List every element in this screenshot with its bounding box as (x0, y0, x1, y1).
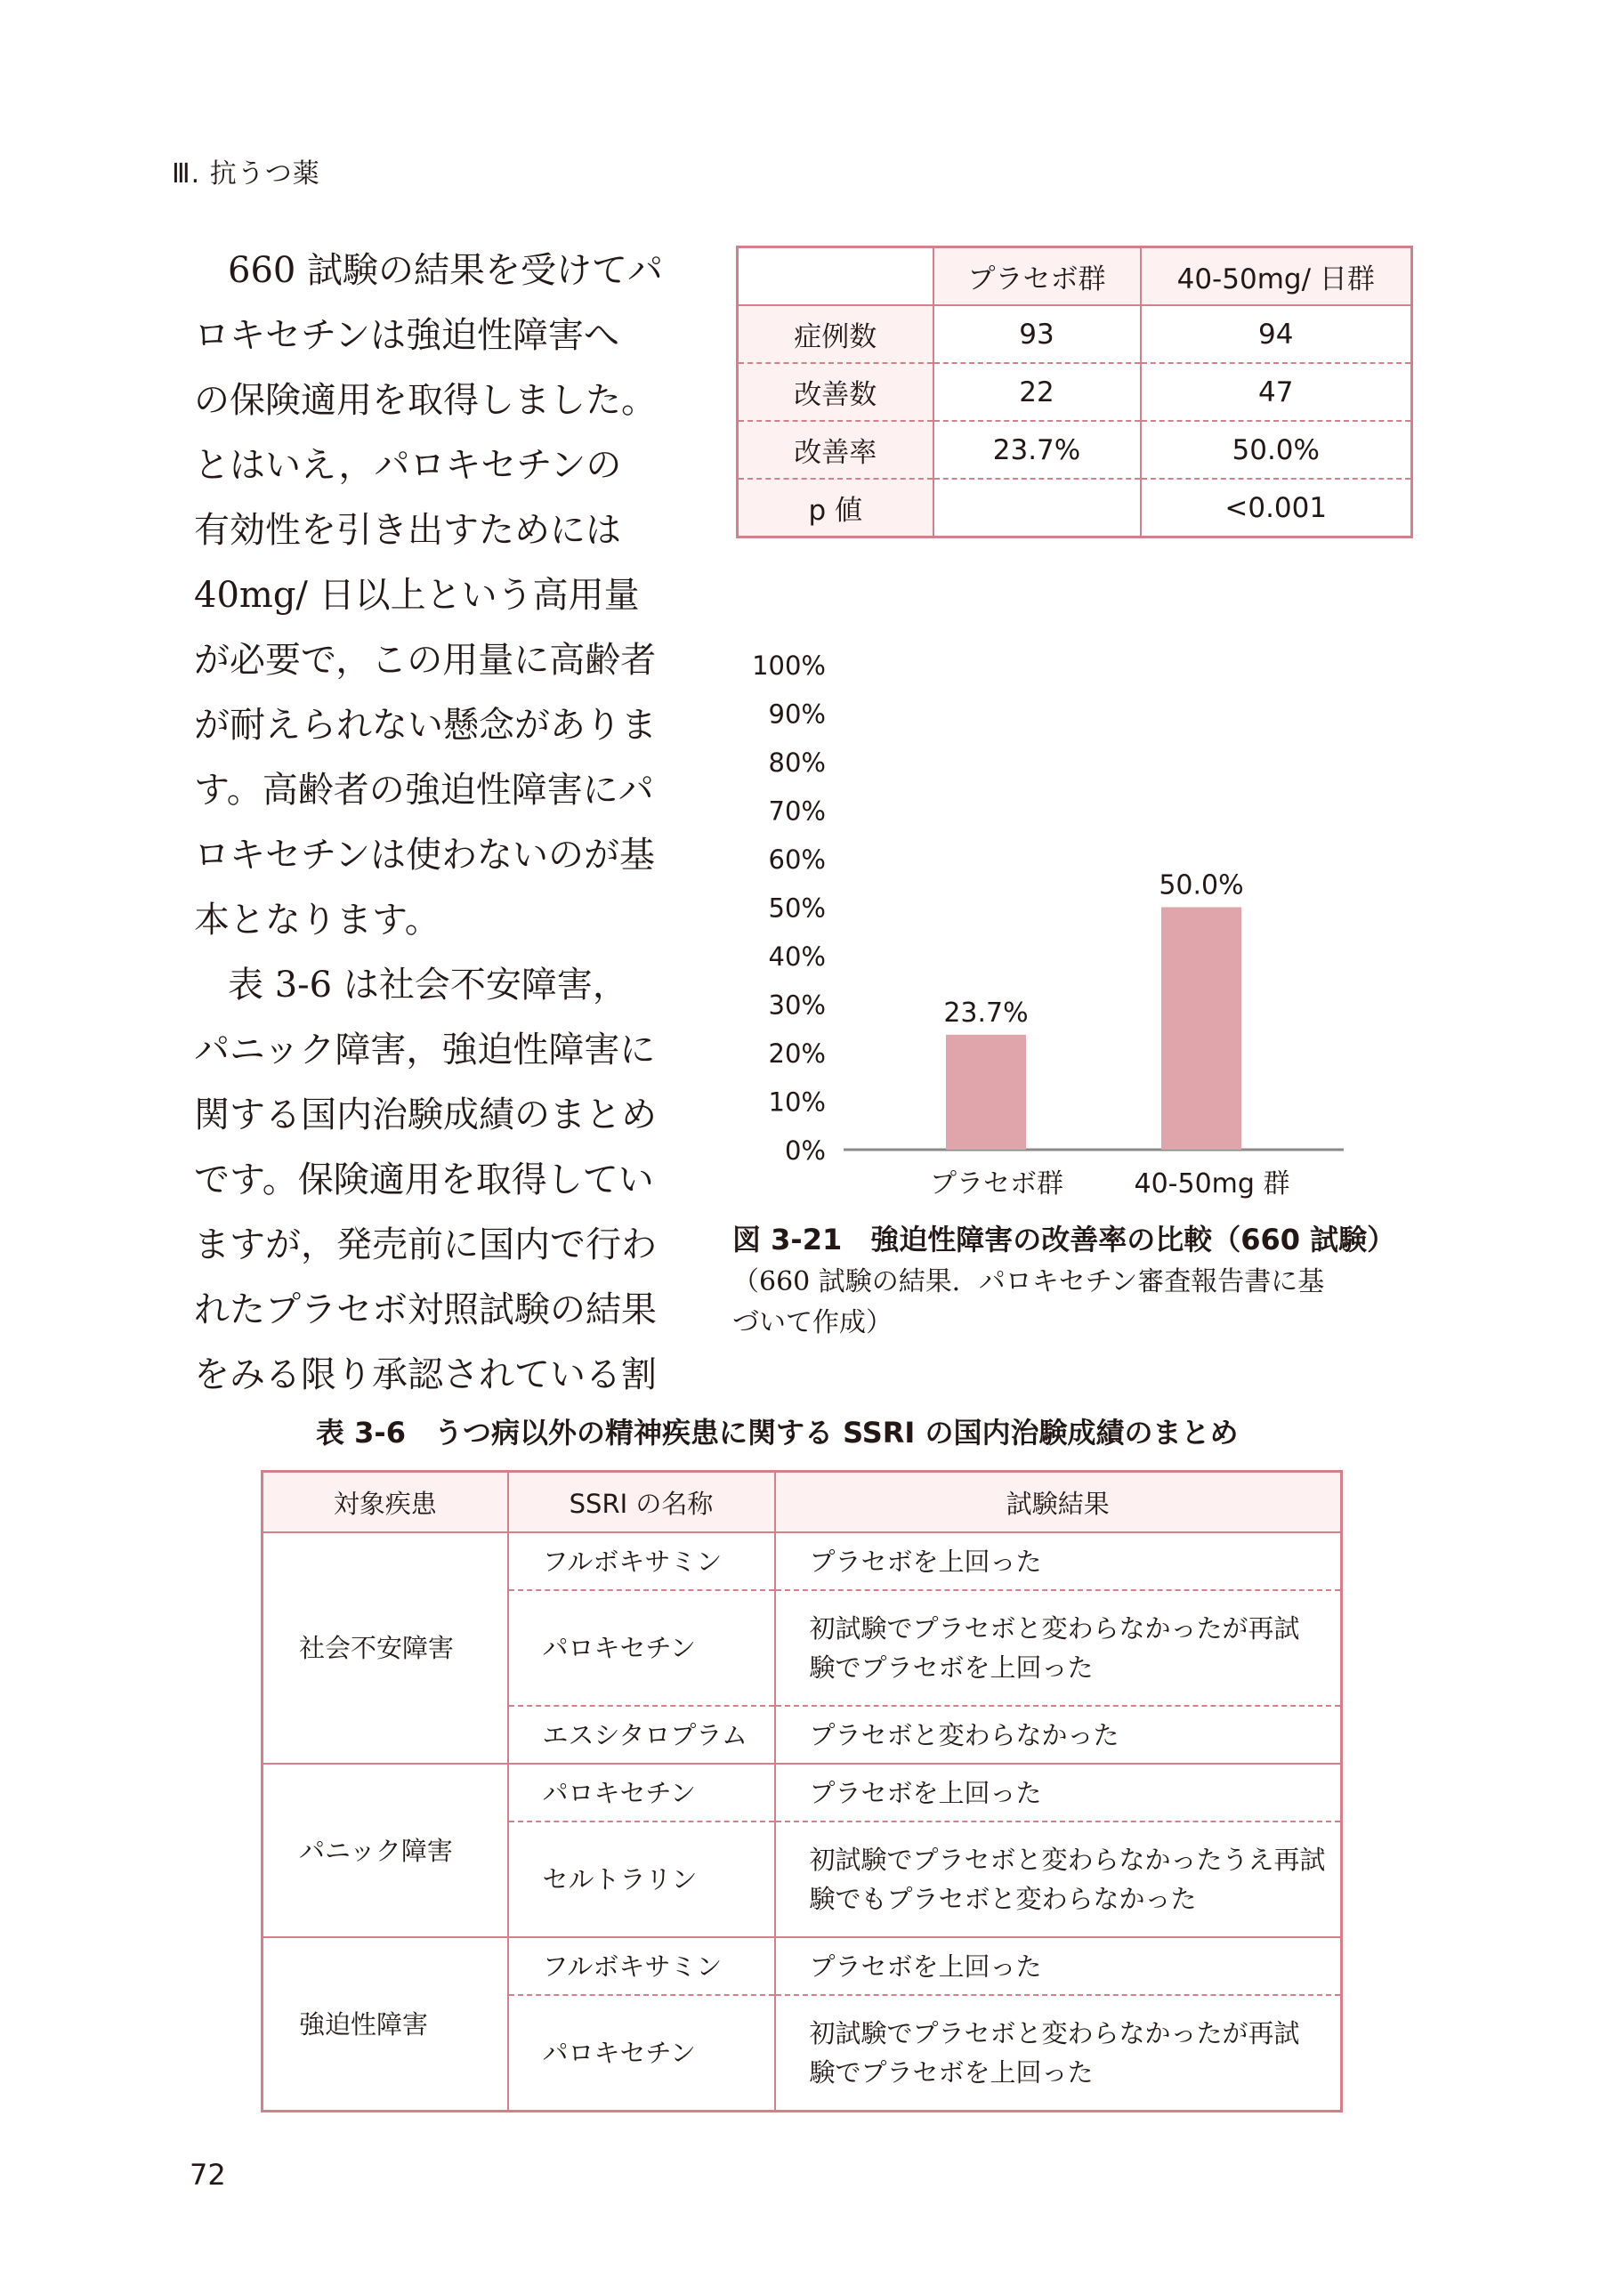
table-header-cell: 40-50mg/ 日群 (1141, 247, 1412, 306)
body-line: ロキセチンは強迫性障害へ (194, 315, 619, 356)
result-cell (775, 1937, 1342, 1995)
bar (946, 1035, 1026, 1150)
table-cell: <0.001 (1141, 479, 1412, 537)
drug-cell: エスシタロプラム (508, 1706, 775, 1764)
table-row (738, 421, 1412, 479)
x-tick-label: プラセボ群 (930, 1168, 1063, 1200)
table-cell: 23.7% (933, 421, 1141, 479)
figure-note: づいて作成） (732, 1307, 893, 1338)
body-line: です。保険適用を取得してい (194, 1159, 654, 1200)
result-line: 験でプラセボを上回った (809, 1652, 1094, 1683)
table-row (738, 305, 1412, 363)
drug-cell: パロキセチン (508, 1995, 775, 2112)
y-tick-label: 0% (784, 1135, 826, 1166)
result-line: 初試験でプラセボと変わらなかったが再試 (809, 2018, 1300, 2048)
result-line: 初試験でプラセボと変わらなかったうえ再試 (809, 1845, 1326, 1875)
table-header-cell (738, 247, 933, 306)
table-header-row (738, 247, 1412, 306)
table-cell: 50.0% (1141, 421, 1412, 479)
y-tick-label: 80% (768, 747, 826, 778)
table-cell: 93 (933, 305, 1141, 363)
table-cell: 94 (1141, 305, 1412, 363)
drug-cell: パロキセチン (508, 1590, 775, 1706)
disease-cell: パニック障害 (263, 1764, 508, 1937)
body-line: 660 試験の結果を受けてパ (228, 250, 664, 291)
page-number: 72 (190, 2158, 226, 2192)
body-text (194, 238, 664, 1408)
result-cell (775, 1995, 1342, 2112)
bar (1161, 908, 1241, 1151)
improvement-data-table (736, 246, 1413, 538)
disease-cell: 強迫性障害 (263, 1937, 508, 2112)
result-cell (775, 1590, 1342, 1706)
result-line: プラセボを上回った (809, 1546, 1042, 1577)
row-label: 改善率 (738, 421, 933, 479)
y-tick-label: 10% (768, 1086, 826, 1118)
row-label: p 値 (738, 479, 933, 537)
table-row (263, 1532, 1342, 1590)
table-cell: 47 (1141, 363, 1412, 421)
drug-cell: フルボキサミン (508, 1937, 775, 1995)
body-line: とはいえ，パロキセチンの (194, 445, 622, 486)
body-line: れたプラセボ対照試験の結果 (194, 1289, 657, 1330)
row-label: 症例数 (738, 305, 933, 363)
y-tick-label: 70% (768, 796, 826, 827)
body-line: 関する国内治験成績のまとめ (194, 1095, 657, 1135)
disease-cell: 社会不安障害 (263, 1532, 508, 1764)
body-line: の保険適用を取得しました。 (194, 380, 657, 421)
result-line: 験でプラセボを上回った (809, 2057, 1094, 2088)
y-tick-label: 60% (768, 844, 826, 875)
body-line: をみる限り承認されている割 (194, 1354, 657, 1395)
table-row (738, 479, 1412, 537)
body-line: 有効性を引き出すためには (194, 510, 621, 551)
result-line: 験でもプラセボと変わらなかった (809, 1884, 1197, 1914)
table-caption: 表 3-6 うつ病以外の精神疾患に関する SSRI の国内治験成績のまとめ (316, 1416, 1239, 1450)
body-line: ますが，発売前に国内で行わ (194, 1224, 657, 1265)
body-line: 40mg/ 日以上という高用量 (194, 575, 640, 616)
row-label: 改善数 (738, 363, 933, 421)
drug-cell: セルトラリン (508, 1822, 775, 1937)
table-header-cell: SSRI の名称 (508, 1472, 775, 1533)
result-line: プラセボと変わらなかった (809, 1719, 1119, 1750)
result-line: プラセボを上回った (809, 1777, 1042, 1808)
data-label: 50.0% (1159, 869, 1244, 901)
drug-cell: フルボキサミン (508, 1532, 775, 1590)
table-header-cell: プラセボ群 (933, 247, 1141, 306)
table-header-row (263, 1472, 1342, 1533)
data-label: 23.7% (943, 997, 1029, 1029)
result-line: プラセボを上回った (809, 1951, 1042, 1982)
body-line: ロキセチンは使わないのが基 (194, 835, 655, 876)
drug-cell: パロキセチン (508, 1764, 775, 1822)
y-tick-label: 20% (768, 1038, 826, 1069)
y-tick-label: 90% (768, 699, 826, 730)
running-head: Ⅲ. 抗うつ薬 (172, 158, 320, 190)
y-tick-label: 30% (768, 990, 826, 1021)
figure-title: 図 3-21 強迫性障害の改善率の比較（660 試験） (732, 1223, 1396, 1256)
result-line: 初試験でプラセボと変わらなかったが再試 (809, 1613, 1300, 1644)
body-line: 表 3-6 は社会不安障害， (228, 965, 628, 1006)
table-header-cell: 試験結果 (775, 1472, 1342, 1533)
figure-note: （660 試験の結果．パロキセチン審査報告書に基 (732, 1266, 1325, 1297)
body-line: が必要で，この用量に高齢者 (194, 640, 657, 681)
result-cell (775, 1764, 1342, 1822)
y-tick-label: 40% (768, 941, 826, 972)
result-cell (775, 1532, 1342, 1590)
body-line: パニック障害，強迫性障害に (194, 1030, 656, 1070)
result-cell (775, 1706, 1342, 1764)
body-line: が耐えられない懸念がありま (194, 705, 657, 746)
table-header-cell: 対象疾患 (263, 1472, 508, 1533)
figure-caption (732, 1217, 1426, 1344)
body-line: 本となります。 (194, 900, 440, 941)
x-tick-label: 40-50mg 群 (1134, 1168, 1290, 1200)
table-cell: 22 (933, 363, 1141, 421)
y-tick-label: 100% (752, 650, 826, 681)
table-row (263, 1937, 1342, 1995)
y-tick-label: 50% (768, 893, 826, 924)
table-cell (933, 479, 1141, 537)
table-row (263, 1764, 1342, 1822)
improvement-rate-bar-chart (730, 634, 1353, 1203)
ssri-summary-table (261, 1470, 1343, 2112)
result-cell (775, 1822, 1342, 1937)
body-line: す。高齢者の強迫性障害にパ (194, 770, 654, 811)
table-row (738, 363, 1412, 421)
